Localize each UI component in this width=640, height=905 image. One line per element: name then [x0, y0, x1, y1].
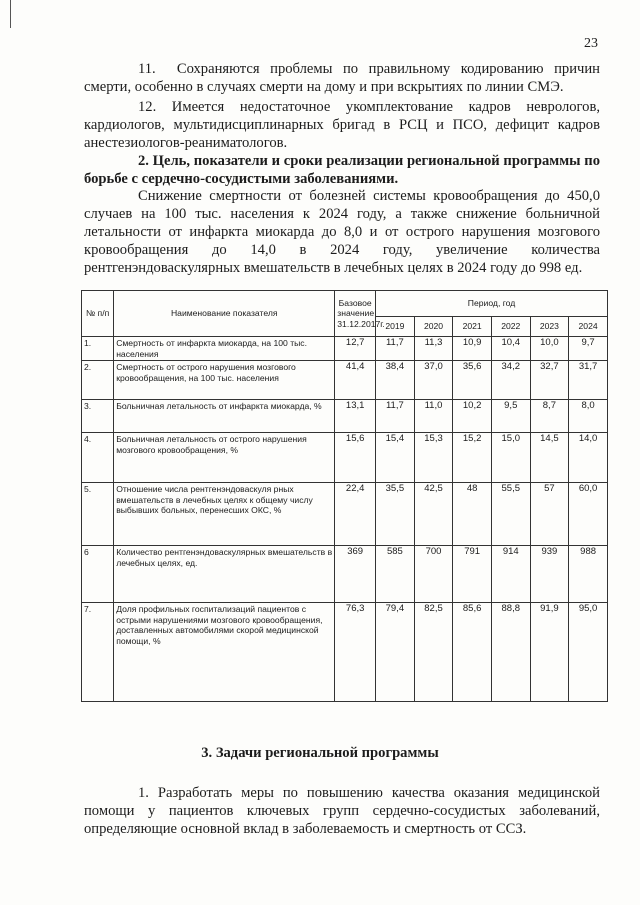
base-value: 15,6: [335, 433, 376, 483]
row-number: 2.: [82, 361, 114, 400]
year-value: 10,2: [453, 400, 492, 433]
section-2-heading: 2. Цель, показатели и сроки реализации региональной программы по борьбе с сердечно-сосудистыми заболеваниями.: [84, 153, 600, 187]
year-value: 939: [530, 546, 569, 603]
year-value: 35,5: [376, 483, 415, 546]
year-value: 914: [491, 546, 530, 603]
year-value: 15,0: [491, 433, 530, 483]
table-row: [82, 400, 608, 433]
year-value: 10,0: [530, 337, 569, 361]
header-year: 2023: [530, 317, 569, 337]
year-value: 82,5: [414, 603, 453, 702]
header-year: 2020: [414, 317, 453, 337]
header-year: 2019: [376, 317, 415, 337]
paragraph-item-12: 12. Имеется недостаточное укомплектование кадров неврологов, кардиологов, мультидисциплинарных бригад в РСЦ и ПСО, дефицит кадров анестезиологов-реаниматологов.: [84, 99, 600, 151]
year-value: 35,6: [453, 361, 492, 400]
base-value: 22,4: [335, 483, 376, 546]
indicator-name: Количество рентгенэндоваскулярных вмешательств в лечебных целях, ед.: [114, 546, 335, 603]
base-value: 13,1: [335, 400, 376, 433]
year-value: 48: [453, 483, 492, 546]
year-value: 34,2: [491, 361, 530, 400]
year-value: 9,7: [569, 337, 608, 361]
row-number: 7.: [82, 603, 114, 702]
year-value: 15,4: [376, 433, 415, 483]
indicator-name: Отношение числа рентгенэндоваскуля рных вмешательств в лечебных целях к общему числу выбывших больных, перенесших ОКС, %: [114, 483, 335, 546]
year-value: 10,9: [453, 337, 492, 361]
year-value: 11,7: [376, 337, 415, 361]
table-row: [82, 337, 608, 361]
task-1-paragraph: 1. Разработать меры по повышению качества оказания медицинской помощи у пациентов ключевых групп сердечно-сосудистых заболеваний, определяющие основной вклад в заболеваемость и смертность от ССЗ.: [84, 785, 600, 837]
year-value: 14,0: [569, 433, 608, 483]
base-value: 12,7: [335, 337, 376, 361]
page-number: 23: [584, 36, 598, 51]
year-value: 38,4: [376, 361, 415, 400]
header-year: 2022: [491, 317, 530, 337]
year-value: 10,4: [491, 337, 530, 361]
base-value: 76,3: [335, 603, 376, 702]
row-number: 3.: [82, 400, 114, 433]
table-row: [82, 433, 608, 483]
year-value: 85,6: [453, 603, 492, 702]
row-number: 6: [82, 546, 114, 603]
goal-paragraph: Снижение смертности от болезней системы кровообращения до 450,0 случаев на 100 тыс. населения к 2024 году, а также снижение больничной летальности от инфаркта миокарда до 8,0 и от острого нарушения мозгового кровообращения до 14,0 в 2024 году, увеличение количества рентгенэндоваскулярных вмешательств в лечебных целях в 2024 году до 998 ед.: [84, 188, 600, 276]
header-base: Базовое значение 31.12.2017г.: [335, 291, 376, 337]
header-year: 2024: [569, 317, 608, 337]
indicator-name: Смертность от острого нарушения мозгового кровообращения, на 100 тыс. населения: [114, 361, 335, 400]
year-value: 8,7: [530, 400, 569, 433]
margin-mark: [10, 0, 11, 28]
year-value: 11,3: [414, 337, 453, 361]
year-value: 42,5: [414, 483, 453, 546]
year-value: 31,7: [569, 361, 608, 400]
table-row: [82, 361, 608, 400]
year-value: 32,7: [530, 361, 569, 400]
indicator-name: Больничная летальность от инфаркта миокарда, %: [114, 400, 335, 433]
header-num: № п/п: [82, 291, 114, 337]
indicator-name: Смертность от инфаркта миокарда, на 100 тыс. населения: [114, 337, 335, 361]
year-value: 11,7: [376, 400, 415, 433]
year-value: 8,0: [569, 400, 608, 433]
row-number: 1.: [82, 337, 114, 361]
year-value: 14,5: [530, 433, 569, 483]
table-row: [82, 483, 608, 546]
section-3-heading: 3. Задачи региональной программы: [201, 745, 439, 761]
year-value: 95,0: [569, 603, 608, 702]
year-value: 15,2: [453, 433, 492, 483]
year-value: 55,5: [491, 483, 530, 546]
year-value: 60,0: [569, 483, 608, 546]
year-value: 79,4: [376, 603, 415, 702]
year-value: 57: [530, 483, 569, 546]
year-value: 988: [569, 546, 608, 603]
indicator-name: Больничная летальность от острого нарушения мозгового кровообращения, %: [114, 433, 335, 483]
year-value: 791: [453, 546, 492, 603]
header-name: Наименование показателя: [114, 291, 335, 337]
year-value: 37,0: [414, 361, 453, 400]
indicator-name: Доля профильных госпитализаций пациентов с острыми нарушениями мозгового кровообращения, доставленных автомобилями скорой медицинской помощи, %: [114, 603, 335, 702]
row-number: 4.: [82, 433, 114, 483]
header-year: 2021: [453, 317, 492, 337]
paragraph-item-11: 11. Сохраняются проблемы по правильному кодированию причин смерти, особенно в случаях смерти на дому и при вскрытиях по линии СМЭ.: [84, 61, 600, 95]
year-value: 585: [376, 546, 415, 603]
row-number: 5.: [82, 483, 114, 546]
year-value: 91,9: [530, 603, 569, 702]
table-row: [82, 603, 608, 702]
indicators-table: [81, 290, 608, 702]
year-value: 11,0: [414, 400, 453, 433]
year-value: 9,5: [491, 400, 530, 433]
base-value: 369: [335, 546, 376, 603]
year-value: 15,3: [414, 433, 453, 483]
table-row: [82, 546, 608, 603]
year-value: 700: [414, 546, 453, 603]
header-period: Период, год: [376, 291, 608, 317]
base-value: 41,4: [335, 361, 376, 400]
year-value: 88,8: [491, 603, 530, 702]
